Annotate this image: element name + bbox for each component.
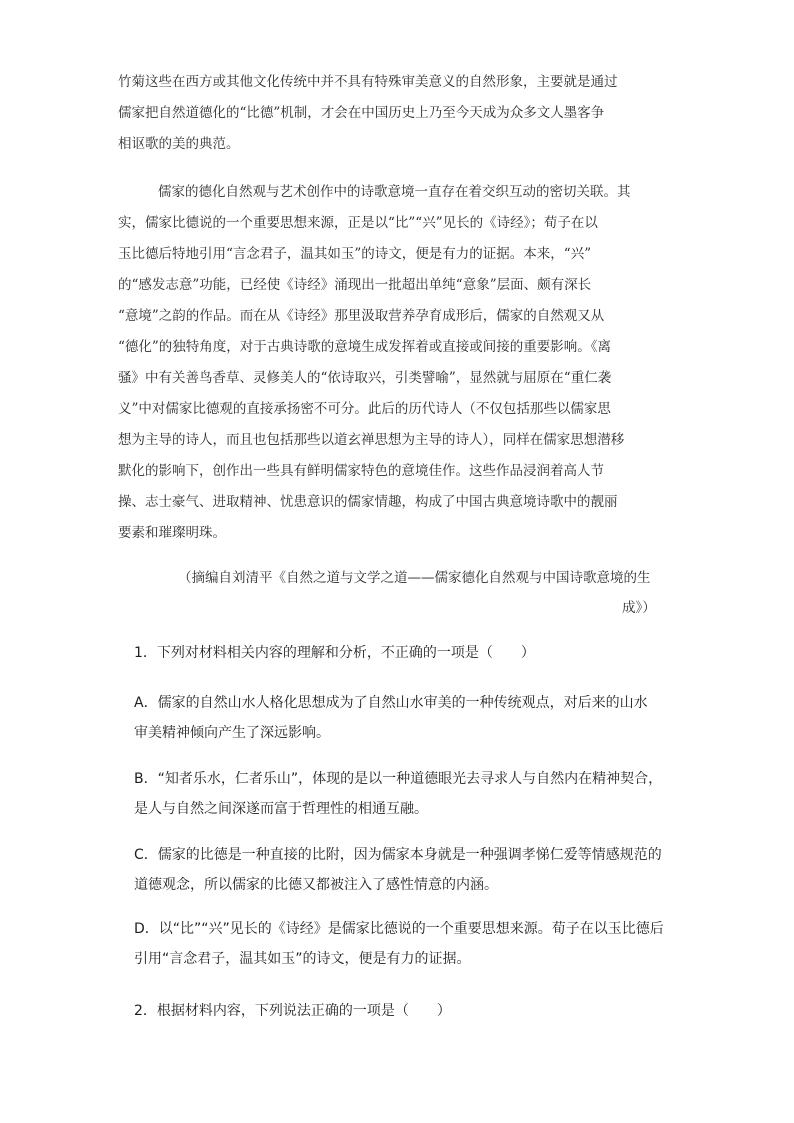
q1-option-c-line-2: 道德观念，所以儒家的比德又都被注入了感性情意的内涵。 xyxy=(134,877,498,893)
passage-p1-line-1: 竹菊这些在西方或其他文化传统中并不具有特殊审美意义的自然形象，主要就是通过 xyxy=(118,74,618,90)
passage-p1-line-3: 相讴歌的美的典范。 xyxy=(118,136,240,152)
q1-option-d-line-2: 引用“言念君子，温其如玉”的诗文，便是有力的证据。 xyxy=(134,951,471,967)
passage-p2-line-3: 玉比德后特地引用“言念君子，温其如玉”的诗文，便是有力的证据。本来，“兴” xyxy=(118,246,592,262)
passage-p2-line-2: 实，儒家比德说的一个重要思想来源，正是以“比”“兴”见长的《诗经》；荀子在以 xyxy=(118,215,598,231)
question-2-stem: 2．根据材料内容，下列说法正确的一项是（ ） xyxy=(134,1003,451,1019)
source-line-1: （摘编自刘清平《自然之道与文学之道——儒家德化自然观与中国诗歌意境的生 xyxy=(178,570,651,586)
passage-p2-line-7: 骚》中有关善鸟香草、灵修美人的“依诗取兴，引类譬喻”，显然就与屈原在“重仁袭 xyxy=(118,370,612,386)
q1-option-a-line-2: 审美精神倾向产生了深远影响。 xyxy=(134,725,330,741)
passage-p2-line-9: 想为主导的诗人，而且也包括那些以道玄禅思想为主导的诗人），同样在儒家思想潜移 xyxy=(118,432,625,448)
passage-p2-line-6: “德化”的独特角度，对于古典诗歌的意境生成发挥着或直接或间接的重要影响。《离 xyxy=(118,339,612,355)
q1-option-b-line-1: B．“知者乐水，仁者乐山”，体现的是以一种道德眼光去寻求人与自然内在精神契合， xyxy=(134,771,663,787)
passage-p2-line-12: 要素和璀璨明珠。 xyxy=(118,525,226,541)
source-line-2: 成》） xyxy=(622,600,656,616)
q1-option-b-line-2: 是人与自然之间深遂而富于哲理性的相通互融。 xyxy=(134,801,428,817)
passage-p2-line-11: 操、志士豪气、进取精神、忧患意识的儒家情趣，构成了中国古典意境诗歌中的靓丽 xyxy=(118,494,618,510)
passage-p2-line-8: 义”中对儒家比德观的直接承扬密不可分。此后的历代诗人（不仅包括那些以儒家思 xyxy=(118,401,611,417)
q1-option-c-line-1: C．儒家的比德是一种直接的比附，因为儒家本身就是一种强调孝悌仁爱等情感规范的 xyxy=(134,847,662,863)
q1-option-d-line-1: D．以“比”“兴”见长的《诗经》是儒家比德说的一个重要思想来源。荀子在以玉比德后 xyxy=(134,921,664,937)
passage-p2-line-10: 默化的影响下，创作出一些具有鲜明儒家特色的意境佳作。这些作品浸润着高人节 xyxy=(118,463,604,479)
passage-p2-line-1: 儒家的德化自然观与艺术创作中的诗歌意境一直存在着交织互动的密切关联。其 xyxy=(158,184,631,200)
question-1-stem: 1．下列对材料相关内容的理解和分析，不正确的一项是（ ） xyxy=(134,645,535,661)
passage-p2-line-4: 的“感发志意”功能，已经使《诗经》涌现出一批超出单纯“意象”层面、颇有深长 xyxy=(118,277,592,293)
passage-p1-line-2: 儒家把自然道德化的“比德”机制，才会在中国历史上乃至今天成为众多文人墨客争 xyxy=(118,105,605,121)
passage-p2-line-5: “意境”之韵的作品。而在从《诗经》那里汲取营养孕育成形后，儒家的自然观又从 xyxy=(118,308,605,324)
q1-option-a-line-1: A．儒家的自然山水人格化思想成为了自然山水审美的一种传统观点，对后来的山水 xyxy=(134,695,648,711)
